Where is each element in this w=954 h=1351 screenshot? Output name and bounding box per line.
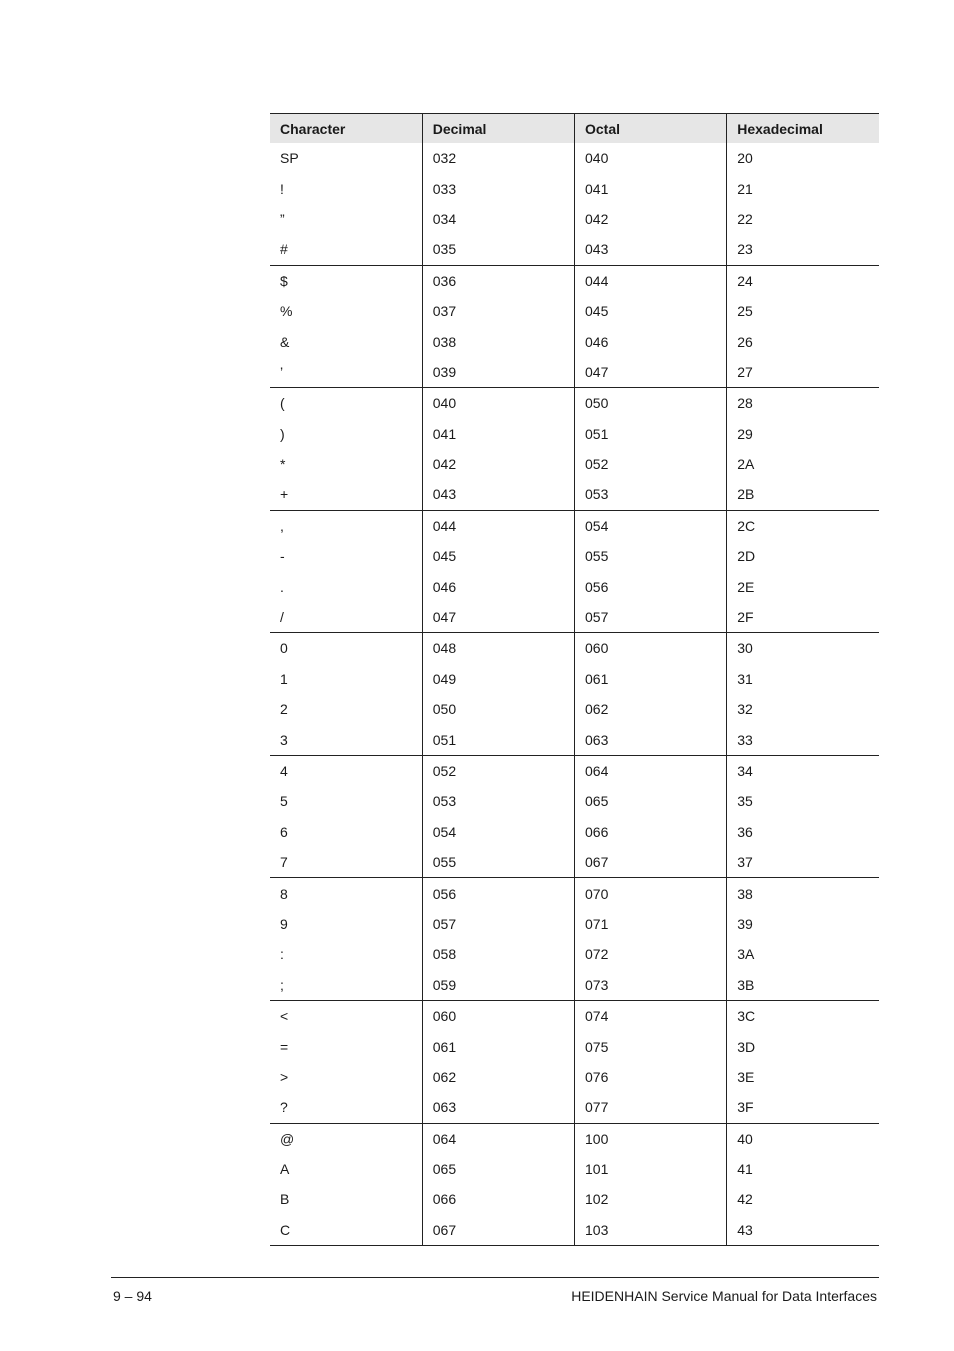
cell-hexadecimal: 42 bbox=[727, 1184, 879, 1214]
cell-decimal: 034 bbox=[422, 204, 574, 234]
cell-character: 4 bbox=[270, 755, 422, 786]
cell-hexadecimal: 2F bbox=[727, 602, 879, 633]
table-row-group bbox=[270, 510, 879, 633]
cell-hexadecimal: 23 bbox=[727, 234, 879, 265]
table-row bbox=[270, 602, 879, 633]
cell-decimal: 035 bbox=[422, 234, 574, 265]
table-row bbox=[270, 479, 879, 510]
cell-octal: 101 bbox=[575, 1154, 727, 1184]
cell-character: : bbox=[280, 946, 284, 963]
table-row bbox=[270, 1154, 879, 1184]
cell-character: B bbox=[280, 1191, 290, 1208]
cell-character: ? bbox=[270, 1092, 422, 1123]
table-row bbox=[270, 1062, 879, 1092]
cell-octal: 061 bbox=[575, 664, 727, 694]
cell-hexadecimal: 2B bbox=[727, 479, 879, 510]
cell-octal: 041 bbox=[575, 173, 727, 203]
cell-character: . bbox=[280, 578, 284, 595]
table-row-group bbox=[270, 265, 879, 388]
table-row bbox=[270, 419, 879, 449]
cell-decimal: 066 bbox=[422, 1184, 574, 1214]
cell-octal: 056 bbox=[575, 571, 727, 601]
cell-character: 8 bbox=[270, 878, 422, 909]
table-row bbox=[270, 571, 879, 601]
cell-octal: 100 bbox=[575, 1123, 727, 1154]
cell-character: C bbox=[270, 1215, 422, 1246]
cell-hexadecimal: 25 bbox=[727, 296, 879, 326]
table-row bbox=[270, 510, 879, 541]
cell-decimal: 062 bbox=[422, 1062, 574, 1092]
cell-character: = bbox=[280, 1038, 289, 1055]
cell-character: ! bbox=[280, 180, 284, 197]
table-row bbox=[270, 847, 879, 878]
ascii-code-table bbox=[270, 113, 879, 1246]
table-row bbox=[270, 265, 879, 296]
cell-octal: 055 bbox=[575, 541, 727, 571]
cell-character: # bbox=[270, 234, 422, 265]
table-row-group bbox=[270, 755, 879, 878]
cell-octal: 051 bbox=[575, 419, 727, 449]
cell-hexadecimal: 34 bbox=[727, 755, 879, 786]
cell-decimal: 046 bbox=[422, 571, 574, 601]
cell-octal: 046 bbox=[575, 326, 727, 356]
table-row bbox=[270, 1092, 879, 1123]
cell-decimal: 053 bbox=[422, 786, 574, 816]
cell-octal: 053 bbox=[575, 479, 727, 510]
cell-octal: 074 bbox=[575, 1000, 727, 1031]
cell-character: - bbox=[280, 548, 285, 565]
cell-hexadecimal: 24 bbox=[727, 265, 879, 296]
cell-hexadecimal: 31 bbox=[727, 664, 879, 694]
cell-decimal: 059 bbox=[422, 970, 574, 1001]
cell-hexadecimal: 37 bbox=[727, 847, 879, 878]
cell-hexadecimal: 22 bbox=[727, 204, 879, 234]
cell-decimal: 054 bbox=[422, 817, 574, 847]
cell-decimal: 058 bbox=[422, 939, 574, 969]
table-row bbox=[270, 970, 879, 1001]
cell-hexadecimal: 29 bbox=[727, 419, 879, 449]
cell-decimal: 044 bbox=[422, 510, 574, 541]
cell-character: & bbox=[280, 333, 290, 350]
page-number: 9 – 94 bbox=[113, 1288, 152, 1304]
cell-hexadecimal: 33 bbox=[727, 724, 879, 755]
table-row bbox=[270, 1000, 879, 1031]
manual-title: HEIDENHAIN Service Manual for Data Interfaces bbox=[571, 1288, 877, 1304]
cell-octal: 043 bbox=[575, 234, 727, 265]
cell-hexadecimal: 39 bbox=[727, 909, 879, 939]
cell-octal: 050 bbox=[575, 388, 727, 419]
cell-octal: 052 bbox=[575, 449, 727, 479]
table-row-group bbox=[270, 143, 879, 265]
cell-character: 1 bbox=[280, 670, 288, 687]
cell-hexadecimal: 3B bbox=[727, 970, 879, 1001]
cell-character: ; bbox=[270, 970, 422, 1001]
table-row-group bbox=[270, 1123, 879, 1246]
cell-hexadecimal: 40 bbox=[727, 1123, 879, 1154]
table-row bbox=[270, 1215, 879, 1246]
cell-decimal: 040 bbox=[422, 388, 574, 419]
cell-decimal: 048 bbox=[422, 633, 574, 664]
cell-octal: 071 bbox=[575, 909, 727, 939]
cell-decimal: 037 bbox=[422, 296, 574, 326]
cell-hexadecimal: 30 bbox=[727, 633, 879, 664]
cell-octal: 065 bbox=[575, 786, 727, 816]
cell-octal: 064 bbox=[575, 755, 727, 786]
cell-decimal: 052 bbox=[422, 755, 574, 786]
cell-character: 0 bbox=[270, 633, 422, 664]
table-row bbox=[270, 786, 879, 816]
table-row bbox=[270, 878, 879, 909]
header-character: Character bbox=[270, 114, 422, 144]
cell-character: ) bbox=[280, 425, 285, 442]
cell-decimal: 057 bbox=[422, 909, 574, 939]
cell-hexadecimal: 28 bbox=[727, 388, 879, 419]
cell-octal: 072 bbox=[575, 939, 727, 969]
cell-character: ( bbox=[270, 388, 422, 419]
cell-decimal: 033 bbox=[422, 173, 574, 203]
cell-octal: 063 bbox=[575, 724, 727, 755]
cell-octal: 042 bbox=[575, 204, 727, 234]
table-row-group bbox=[270, 1000, 879, 1123]
cell-decimal: 067 bbox=[422, 1215, 574, 1246]
cell-decimal: 036 bbox=[422, 265, 574, 296]
cell-hexadecimal: 41 bbox=[727, 1154, 879, 1184]
cell-character: 3 bbox=[270, 724, 422, 755]
table-row bbox=[270, 694, 879, 724]
cell-hexadecimal: 3C bbox=[727, 1000, 879, 1031]
table-row bbox=[270, 817, 879, 847]
cell-character: 9 bbox=[280, 915, 288, 932]
cell-octal: 075 bbox=[575, 1031, 727, 1061]
cell-decimal: 049 bbox=[422, 664, 574, 694]
cell-character: ” bbox=[280, 210, 285, 227]
table-row bbox=[270, 388, 879, 419]
cell-character: ’ bbox=[270, 357, 422, 388]
table-row bbox=[270, 234, 879, 265]
cell-hexadecimal: 35 bbox=[727, 786, 879, 816]
cell-character: $ bbox=[270, 265, 422, 296]
cell-hexadecimal: 36 bbox=[727, 817, 879, 847]
cell-character: , bbox=[270, 510, 422, 541]
cell-hexadecimal: 43 bbox=[727, 1215, 879, 1246]
cell-character: % bbox=[280, 303, 293, 320]
cell-decimal: 060 bbox=[422, 1000, 574, 1031]
cell-octal: 073 bbox=[575, 970, 727, 1001]
cell-character: 6 bbox=[280, 823, 288, 840]
header-decimal: Decimal bbox=[422, 114, 574, 144]
cell-hexadecimal: 32 bbox=[727, 694, 879, 724]
cell-character: A bbox=[280, 1161, 290, 1178]
table-header-row bbox=[270, 114, 879, 144]
cell-octal: 070 bbox=[575, 878, 727, 909]
table-row bbox=[270, 1184, 879, 1214]
cell-character: 5 bbox=[280, 793, 288, 810]
table-row bbox=[270, 296, 879, 326]
cell-hexadecimal: 2D bbox=[727, 541, 879, 571]
cell-octal: 067 bbox=[575, 847, 727, 878]
cell-hexadecimal: 27 bbox=[727, 357, 879, 388]
cell-octal: 060 bbox=[575, 633, 727, 664]
cell-hexadecimal: 2C bbox=[727, 510, 879, 541]
cell-hexadecimal: 20 bbox=[727, 143, 879, 173]
cell-decimal: 063 bbox=[422, 1092, 574, 1123]
cell-hexadecimal: 26 bbox=[727, 326, 879, 356]
table-row-group bbox=[270, 633, 879, 756]
table-row bbox=[270, 724, 879, 755]
cell-hexadecimal: 38 bbox=[727, 878, 879, 909]
cell-decimal: 051 bbox=[422, 724, 574, 755]
cell-decimal: 064 bbox=[422, 1123, 574, 1154]
cell-octal: 044 bbox=[575, 265, 727, 296]
table-row bbox=[270, 939, 879, 969]
cell-character: 7 bbox=[270, 847, 422, 878]
cell-octal: 103 bbox=[575, 1215, 727, 1246]
table-row-group bbox=[270, 878, 879, 1001]
table-row bbox=[270, 664, 879, 694]
cell-octal: 066 bbox=[575, 817, 727, 847]
cell-hexadecimal: 2E bbox=[727, 571, 879, 601]
cell-character: @ bbox=[270, 1123, 422, 1154]
table-row bbox=[270, 204, 879, 234]
cell-decimal: 032 bbox=[422, 143, 574, 173]
cell-decimal: 039 bbox=[422, 357, 574, 388]
header-hexadecimal: Hexadecimal bbox=[727, 114, 879, 144]
table-row bbox=[270, 326, 879, 356]
cell-hexadecimal: 3F bbox=[727, 1092, 879, 1123]
cell-decimal: 043 bbox=[422, 479, 574, 510]
cell-decimal: 042 bbox=[422, 449, 574, 479]
cell-decimal: 055 bbox=[422, 847, 574, 878]
cell-character: + bbox=[270, 479, 422, 510]
table-row bbox=[270, 1123, 879, 1154]
cell-hexadecimal: 3D bbox=[727, 1031, 879, 1061]
cell-character: / bbox=[270, 602, 422, 633]
table-row bbox=[270, 541, 879, 571]
cell-decimal: 047 bbox=[422, 602, 574, 633]
header-octal: Octal bbox=[575, 114, 727, 144]
cell-octal: 062 bbox=[575, 694, 727, 724]
table-row bbox=[270, 1031, 879, 1061]
cell-hexadecimal: 2A bbox=[727, 449, 879, 479]
table-row bbox=[270, 909, 879, 939]
cell-hexadecimal: 3A bbox=[727, 939, 879, 969]
cell-character: * bbox=[280, 456, 286, 473]
cell-character: 2 bbox=[280, 701, 288, 718]
cell-decimal: 061 bbox=[422, 1031, 574, 1061]
cell-octal: 077 bbox=[575, 1092, 727, 1123]
cell-decimal: 041 bbox=[422, 419, 574, 449]
table-row bbox=[270, 357, 879, 388]
cell-hexadecimal: 3E bbox=[727, 1062, 879, 1092]
table-row bbox=[270, 173, 879, 203]
cell-octal: 057 bbox=[575, 602, 727, 633]
cell-octal: 047 bbox=[575, 357, 727, 388]
footer-divider bbox=[111, 1277, 879, 1278]
cell-character: SP bbox=[280, 150, 299, 167]
cell-decimal: 038 bbox=[422, 326, 574, 356]
cell-decimal: 056 bbox=[422, 878, 574, 909]
cell-octal: 102 bbox=[575, 1184, 727, 1214]
table-row-group bbox=[270, 388, 879, 511]
cell-octal: 040 bbox=[575, 143, 727, 173]
cell-hexadecimal: 21 bbox=[727, 173, 879, 203]
table-row bbox=[270, 755, 879, 786]
cell-octal: 054 bbox=[575, 510, 727, 541]
cell-decimal: 065 bbox=[422, 1154, 574, 1184]
cell-decimal: 050 bbox=[422, 694, 574, 724]
table-row bbox=[270, 143, 879, 173]
cell-octal: 045 bbox=[575, 296, 727, 326]
cell-decimal: 045 bbox=[422, 541, 574, 571]
cell-octal: 076 bbox=[575, 1062, 727, 1092]
table-row bbox=[270, 633, 879, 664]
cell-character: > bbox=[280, 1068, 289, 1085]
table-row bbox=[270, 449, 879, 479]
cell-character: < bbox=[270, 1000, 422, 1031]
